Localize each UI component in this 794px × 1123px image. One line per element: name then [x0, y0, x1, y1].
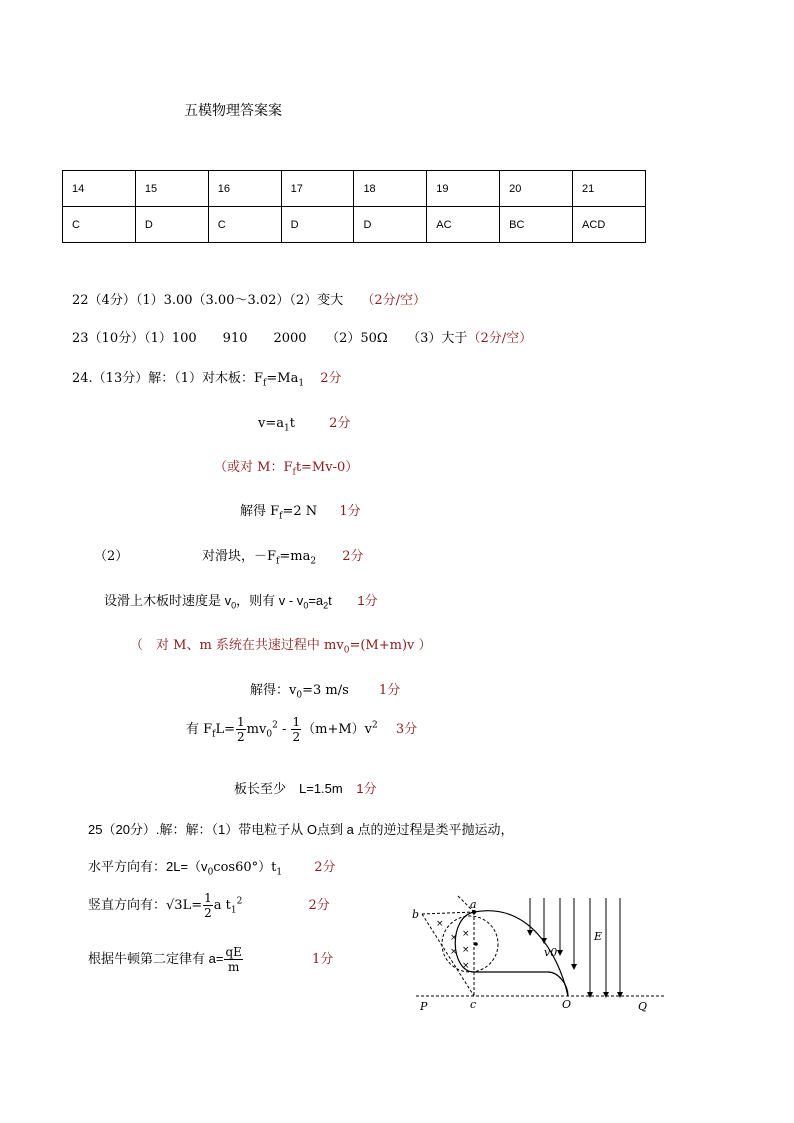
q24-line3 [214, 456, 358, 478]
subscript: f [276, 556, 280, 567]
q25-line4-score: 1分 [312, 952, 334, 967]
subscript: 0 [231, 600, 237, 611]
subscript: 0 [207, 867, 214, 878]
table-cell: ACD [573, 207, 646, 243]
q24-line5-label: （2） [94, 549, 129, 564]
fraction [291, 716, 301, 743]
subscript: 1 [276, 867, 283, 878]
svg-text:×: × [462, 945, 470, 955]
subscript: 1 [298, 378, 305, 389]
q24-line4-score: 1分 [339, 504, 361, 519]
q25-line3-tail: a t [213, 898, 231, 913]
table-cell: 17 [281, 171, 354, 207]
fraction-denominator: m [227, 960, 240, 974]
q22-score: （2分/空） [361, 293, 426, 308]
q24-line6-mid2: =a [308, 593, 324, 608]
page-title: 五模物理答案案 [184, 102, 282, 118]
q24-line9 [186, 716, 417, 743]
q24-line6-suffix: t [328, 593, 332, 608]
svg-text:×: × [436, 919, 444, 929]
q22-text: 22（4分）（1）3.00（3.00～3.02）（2）变大 [72, 293, 344, 308]
subscript: 1 [284, 423, 290, 434]
q24-line1-score: 2分 [320, 371, 342, 386]
fraction-denominator: 2 [237, 730, 245, 744]
q24-line10 [234, 778, 377, 797]
q25-line2 [88, 856, 336, 878]
q25-line2-text: 水平方向有：2L=（v [88, 859, 208, 874]
label-a: a [470, 898, 477, 911]
table-cell: 15 [135, 171, 208, 207]
q24-line1-text: 24.（13分）解：（1）对木板：F [72, 371, 264, 386]
label-q: Q [638, 1000, 648, 1013]
fraction-numerator: 1 [237, 715, 245, 729]
table-cell: D [281, 207, 354, 243]
subscript: f [279, 511, 283, 522]
q24-line9-minus: - [277, 722, 291, 737]
q24-line9-L: L= [215, 722, 236, 737]
subscript: 0 [266, 729, 273, 740]
field-arrowheads [527, 930, 623, 998]
table-row-answers [63, 207, 646, 243]
q24-line2 [258, 412, 350, 434]
superscript: 2 [236, 896, 243, 907]
q25-line4 [88, 946, 333, 973]
table-cell: C [63, 207, 136, 243]
subscript: 2 [310, 556, 317, 567]
table-cell: C [208, 207, 281, 243]
table-cell: 14 [63, 171, 136, 207]
q24-line8-score: 1分 [378, 683, 401, 698]
svg-text:×: × [462, 961, 470, 971]
svg-text:×: × [462, 929, 470, 939]
q24-line1 [72, 367, 341, 389]
table-cell: D [354, 207, 427, 243]
q24-line9-score: 3分 [395, 722, 418, 737]
q25-line3-text: 竖直方向有： [88, 897, 167, 912]
subscript: 2 [323, 600, 329, 611]
answer-table [62, 170, 646, 243]
fraction-denominator: 2 [292, 730, 301, 744]
q25-line2-score: 2分 [314, 860, 336, 875]
q24-line5 [202, 545, 364, 567]
table-cell: AC [427, 207, 500, 243]
q23-text: 23（10分）（1）100 910 2000 （2）50Ω （3）大于 [72, 331, 468, 346]
sqrt-three: √3 [166, 898, 183, 913]
q24-line6-mid: ，则有 v - v [236, 593, 304, 608]
label-e: E [594, 930, 603, 943]
field-circle [442, 916, 498, 972]
q24-line4-suffix: =2 N [282, 504, 318, 519]
table-row-numbers [63, 171, 646, 207]
q25-line4-text: 根据牛顿第二定律有 a= [88, 951, 224, 966]
q25-line3-L: L= [182, 898, 203, 913]
table-cell: 18 [354, 171, 427, 207]
svg-text:×: × [450, 947, 458, 957]
q24-line5-text: 对滑块，－F [202, 549, 277, 564]
q24-line8 [250, 679, 400, 701]
subscript: f [212, 729, 216, 740]
table-cell: 16 [208, 171, 281, 207]
q24-line7-text: （ 对 M、m 系统在共速过程中 mv [130, 638, 344, 653]
q23-line [72, 327, 532, 346]
superscript: 2 [272, 720, 278, 731]
q24-line2-text: v=a [258, 416, 284, 431]
table-cell: D [135, 207, 208, 243]
center-dot [474, 942, 478, 946]
subscript: 0 [296, 690, 303, 701]
field-crosses [436, 919, 470, 971]
table-cell: 21 [573, 171, 646, 207]
q24-line6-text: 设滑上木板时速度是 v [104, 593, 232, 608]
fraction-numerator: qE [225, 945, 242, 959]
q24-line1-mid: =Ma [266, 371, 299, 386]
q24-line10-score: 1分 [356, 781, 377, 796]
q24-line10-text: 板长至少 L=1.5m [234, 781, 343, 796]
table-cell: 20 [500, 171, 573, 207]
q24-line9-tail: （m+M）v [302, 722, 373, 737]
fraction [224, 946, 242, 973]
q25-line2-mid: cos60°）t [213, 860, 277, 875]
q24-line3-text: （或对 M：F [214, 460, 293, 475]
q23-score: （2分/空） [467, 331, 533, 346]
fraction-denominator: 2 [204, 906, 212, 920]
fraction-numerator: 1 [292, 715, 301, 729]
superscript: 2 [372, 720, 378, 731]
q24-line2-score: 2分 [329, 416, 351, 431]
svg-text:×: × [450, 933, 458, 943]
q24-line4 [240, 500, 361, 522]
subscript: f [263, 378, 267, 389]
q25-line3-score: 2分 [308, 898, 330, 913]
subscript: 0 [343, 645, 350, 656]
q24-line6-score: 1分 [357, 593, 378, 608]
q24-line3-suffix: t=Mv-0） [295, 460, 359, 475]
q24-line5-score: 2分 [342, 549, 364, 564]
q24-line6 [104, 590, 378, 611]
q24-line8-text: 解得：v [250, 683, 297, 698]
subscript: f [292, 467, 296, 478]
q24-line4-text: 解得 F [240, 504, 280, 519]
subscript: 1 [230, 905, 237, 916]
q22-line [72, 289, 426, 308]
q24-line2-suffix: t [289, 416, 295, 431]
q25-line3 [88, 892, 330, 919]
q24-line5-mid: =ma [279, 549, 311, 564]
label-v0: v0 [544, 946, 558, 959]
fraction-numerator: 1 [204, 891, 212, 905]
table-cell: 19 [427, 171, 500, 207]
q24-line9-text: 有 F [186, 722, 213, 737]
label-o: O [562, 998, 572, 1011]
q24-line7 [130, 634, 432, 656]
q24-line9-mv: mv [246, 722, 267, 737]
table-cell: BC [500, 207, 573, 243]
label-p: P [420, 1000, 428, 1013]
q25-line1: 25（20分）.解：解：（1）带电粒子从 O点到 a 点的逆过程是类平抛运动， [88, 822, 514, 837]
label-c: c [470, 998, 477, 1011]
label-b: b [412, 908, 420, 921]
physics-diagram [408, 892, 670, 1014]
fraction [236, 716, 246, 743]
q24-line7-suffix: =(M+m)v ） [349, 638, 432, 653]
fraction [203, 892, 213, 919]
subscript: 0 [303, 600, 309, 611]
q24-line8-suffix: =3 m/s [302, 683, 349, 698]
